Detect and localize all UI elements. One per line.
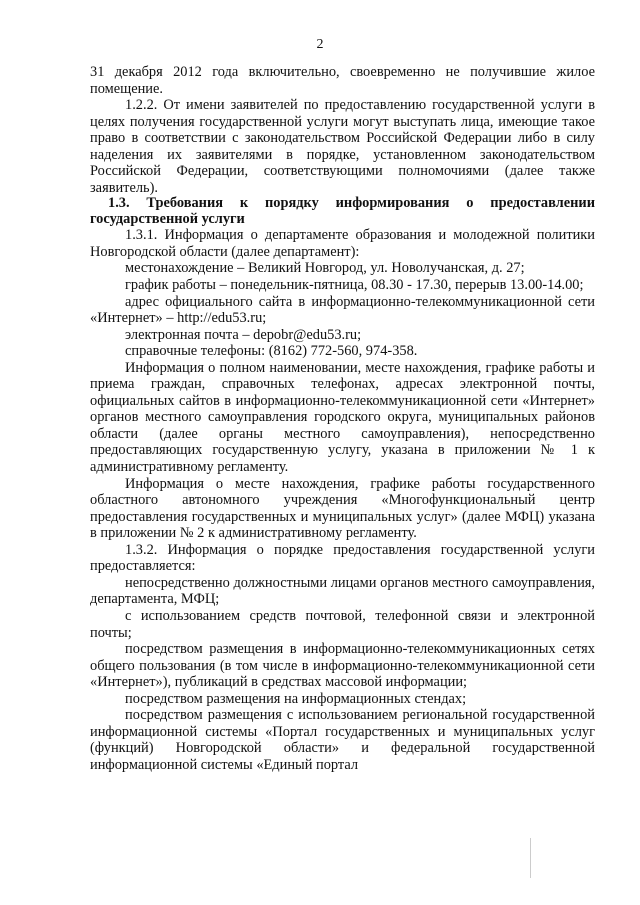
paragraph-website: адрес официального сайта в информационно-телекоммуникационной сети «Интернет» – http://edu53.ru;	[90, 293, 595, 327]
paragraph-1-3-2: 1.3.2. Информация о порядке предоставления государственной услуги предоставляется:	[90, 541, 595, 575]
list-item-stands: посредством размещения на информационных стендах;	[125, 690, 467, 707]
list-item-portal: посредством размещения с использованием региональной государственной информационной системы «Портал государственных и муниципальных услуг (функций) Новгородской области» и федеральной государственной информационной системы «Единый портал	[90, 707, 595, 773]
paragraph-continuation: 31 декабря 2012 года включительно, своевременно не получившие жилое помещение.	[90, 64, 595, 97]
paragraph-local-authorities-info: Информация о полном наименовании, месте нахождения, графике работы и приема граждан, справочных телефонах, адресах электронной почты, официальных сайтов в информационно-телекоммуникационной сети «Интернет» органов местного самоуправления городского округа, муниципальных районов области (далее органы местного самоуправления), непосредственно предоставляющих государственную услугу, указана в приложении № 1 к административному регламенту.	[90, 359, 595, 476]
paragraph-location: местонахождение – Великий Новгород, ул. Новолучанская, д. 27;	[125, 260, 525, 277]
paragraph-1-3-1: 1.3.1. Информация о департаменте образования и молодежной политики Новгородской области (далее департамент):	[90, 227, 595, 260]
paragraph-mfc-info: Информация о месте нахождения, графике работы государственного областного автономного учреждения «Многофункциональный центр предоставления государственных и муниципальных услуг» (далее МФЦ) указана в приложении № 2 к административному регламенту.	[90, 475, 595, 542]
section-heading-1-3: 1.3. Требования к порядку информирования о предоставлении государственной услуги	[90, 195, 595, 227]
list-item-networks: посредством размещения в информационно-телекоммуникационных сетях общего пользования (в том числе в информационно-телекоммуникационной сети «Интернет»), публикаций в средствах массовой информации;	[90, 641, 595, 691]
page-number: 2	[316, 37, 324, 52]
list-item-postal: с использованием средств почтовой, телефонной связи и электронной почты;	[90, 607, 595, 641]
paragraph-email: электронная почта – depobr@edu53.ru;	[125, 326, 362, 343]
document-body	[90, 64, 595, 773]
paragraph-1-2-2: 1.2.2. От имени заявителей по предоставлению государственной услуги в целях получения государственной услуги могут выступать лица, имеющие такое право в соответствии с законодательством Российской Федерации либо в силу наделения их заявителями в порядке, установленном законодательством Российской Федерации, соответствующими полномочиями (далее также заявитель).	[90, 97, 595, 196]
paragraph-schedule: график работы – понедельник-пятница, 08.30 - 17.30, перерыв 13.00-14.00;	[125, 277, 584, 294]
paragraph-phones: справочные телефоны: (8162) 772-560, 974-358.	[125, 343, 418, 360]
scan-artifact-line	[530, 838, 531, 878]
list-item-officials: непосредственно должностными лицами органов местного самоуправления, департамента, МФЦ;	[90, 574, 595, 608]
